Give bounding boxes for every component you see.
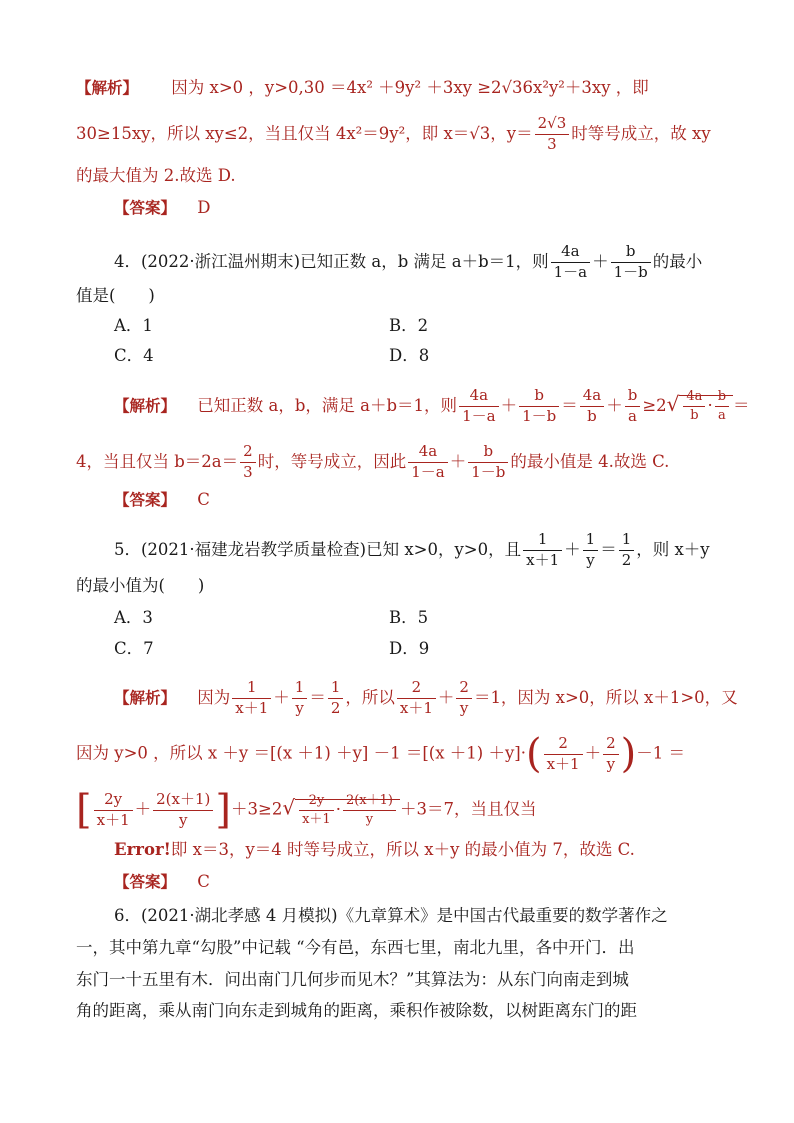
bracket: [ (76, 787, 92, 833)
option-c: C．4 (114, 346, 154, 365)
fraction: $\frac{1}{x+1}$ (523, 532, 562, 569)
answer-value: D (197, 198, 211, 217)
fraction: $\frac{2}{x+1}$ (397, 680, 436, 717)
sqrt-sign: √ (666, 391, 680, 416)
analysis-text: 已知正数 a，b，满足 a＋b＝1，则 (197, 395, 458, 415)
question-5-stem-cont: 的最小值为( ) (76, 576, 205, 595)
operator: ＋ (273, 687, 290, 707)
answer-tag: 【答案】 (114, 491, 177, 509)
fraction: $\frac{2}{x+1}$ (544, 736, 583, 773)
operator: ＝ (733, 395, 750, 415)
fraction: $\frac{b}{1-b}$ (468, 444, 508, 481)
stem-text: ，则 x＋y (636, 539, 710, 559)
operator: ＋ (437, 687, 455, 707)
analysis-text: 因为 (197, 687, 231, 707)
question-5-stem (114, 532, 759, 569)
analysis-text: ，所以 (345, 687, 395, 707)
analysis-text: ＋3＝7，当且仅当 (399, 799, 537, 819)
operator: ≥2 (642, 395, 667, 415)
paren: ) (620, 731, 637, 777)
q4-answer-line (114, 492, 759, 509)
analysis-text: 因为 x>0 ，y>0,30 ＝4x² ＋9y² ＋3xy ≥2√36x²y²＋3xy ，即 (171, 78, 649, 97)
fraction: $\frac{4a}{1-a}$ (551, 244, 591, 281)
operator: ＋ (500, 395, 518, 415)
q4-analysis-line-2 (76, 444, 721, 481)
radicand: $\frac{2y}{x+1}$ · $\frac{2(x+1)}{y}$ (295, 799, 400, 819)
fraction: $\frac{b}{a}$ (625, 388, 641, 425)
sqrt-sign: √ (282, 795, 296, 820)
answer-value: C (197, 490, 210, 509)
fraction: $\frac{4a}{1-a}$ (408, 444, 448, 481)
operator: ＋ (449, 451, 467, 471)
analysis-text: 时，等号成立，因此 (257, 451, 407, 471)
stem-text: 的最小 (652, 251, 703, 271)
operator: ＋ (606, 395, 623, 415)
fraction: $\frac{2}{y}$ (603, 736, 619, 773)
analysis-line-3: 的最大值为 2.故选 D. (76, 166, 236, 185)
fraction: $\frac{2√3}{3}$ (535, 116, 570, 153)
analysis-text: 因为 y>0 ，所以 x ＋y ＝[(x ＋1) ＋y] －1 ＝[(x ＋1) ＋y]· (76, 743, 526, 763)
fraction: $\frac{b}{1-b}$ (611, 244, 651, 281)
analysis-tag: 【解析】 (114, 688, 177, 707)
answer-tag: 【答案】 (114, 873, 177, 891)
question-6-line-4: 角的距离，乘从南门向东走到城角的距离，乘积作被除数，以树距离东门的距 (76, 1001, 637, 1020)
analysis-line-1 (76, 80, 721, 97)
answer-value: C (197, 872, 210, 891)
fraction: $\frac{1}{y}$ (583, 532, 599, 569)
analysis-line-2 (76, 116, 721, 153)
question-6-line-2: 一，其中第九章“勾股”中记载 “今有邑，东西七里，南北九里，各中开门．出 (76, 938, 635, 957)
fraction: $\frac{2y}{x+1}$ (94, 792, 133, 829)
option-b: B．2 (389, 316, 429, 335)
operator: ＋ (134, 799, 152, 819)
radicand: $\frac{4a}{b}$ · $\frac{b}{a}$ (679, 395, 733, 415)
answer-tag: 【答案】 (114, 199, 177, 217)
option-a: A．1 (114, 316, 153, 335)
question-4-stem (114, 244, 759, 281)
stem-text: 4．(2022·浙江温州期末)已知正数 a，b 满足 a＋b＝1，则 (114, 251, 549, 271)
fraction: $\frac{b}{a}$ (715, 390, 729, 422)
bracket: ] (215, 787, 231, 833)
fraction: $\frac{1}{x+1}$ (232, 680, 271, 717)
fraction: $\frac{b}{1-b}$ (519, 388, 559, 425)
operator: ＋ (584, 743, 602, 763)
fraction: $\frac{2}{3}$ (240, 444, 256, 481)
option-b: B．5 (389, 608, 429, 627)
paren: ( (525, 731, 542, 777)
operator: ＝ (600, 539, 617, 559)
fraction: $\frac{2(x+1)}{y}$ (343, 794, 396, 826)
analysis-text: 即 x＝3，y＝4 时等号成立，所以 x＋y 的最小值为 7，故选 C. (170, 840, 635, 859)
q4-analysis-line-1 (114, 388, 759, 425)
analysis-text: ＋3≥2 (231, 799, 283, 819)
fraction: $\frac{4a}{b}$ (683, 390, 705, 422)
analysis-text: 4，当且仅当 b＝2a＝ (76, 451, 239, 471)
operator: ＋ (564, 539, 581, 559)
fraction: $\frac{4a}{b}$ (580, 388, 605, 425)
answer-line (114, 200, 759, 217)
analysis-text: ＝1，因为 x>0，所以 x＋1>0，又 (473, 687, 738, 707)
q5-analysis-line-1 (114, 680, 759, 717)
option-c: C．7 (114, 639, 154, 658)
analysis-tag: 【解析】 (114, 396, 177, 415)
fraction: $\frac{1}{2}$ (328, 680, 344, 717)
fraction: $\frac{1}{y}$ (292, 680, 308, 717)
fraction: $\frac{4a}{1-a}$ (459, 388, 499, 425)
operator: ＝ (561, 395, 578, 415)
question-6-line-3: 东门一十五里有木．问出南门几何步而见木？”其算法为：从东门向南走到城 (76, 970, 629, 989)
option-d: D．8 (389, 346, 430, 365)
fraction: $\frac{2y}{x+1}$ (299, 794, 334, 826)
analysis-tag: 【解析】 (76, 79, 139, 97)
q5-analysis-line-3 (76, 787, 721, 833)
stem-text: 5．(2021·福建龙岩教学质量检查)已知 x>0，y>0，且 (114, 539, 522, 559)
question-4-stem-cont: 值是( ) (76, 286, 155, 305)
q5-answer-line (114, 874, 759, 891)
option-a: A．3 (114, 608, 153, 627)
q5-analysis-line-4 (114, 842, 759, 859)
fraction: $\frac{1}{2}$ (619, 532, 635, 569)
analysis-text: 的最小值是 4.故选 C. (510, 451, 670, 471)
fraction: $\frac{2}{y}$ (456, 680, 472, 717)
operator: ＋ (592, 251, 609, 271)
analysis-text: 30≥15xy，所以 xy≤2，当且仅当 4x²＝9y²，即 x＝√3，y＝ (76, 123, 533, 143)
analysis-text: 时等号成立，故 xy (571, 123, 711, 143)
option-d: D．9 (389, 639, 430, 658)
operator: ＝ (309, 687, 326, 707)
analysis-text: －1 ＝ (636, 743, 685, 763)
question-6-line-1: 6．(2021·湖北孝感 4 月模拟)《九章算术》是中国古代最重要的数学著作之 (114, 906, 668, 925)
error-text: Error! (114, 840, 171, 859)
q5-analysis-line-2 (76, 731, 721, 777)
fraction: $\frac{2(x+1)}{y}$ (153, 792, 213, 829)
